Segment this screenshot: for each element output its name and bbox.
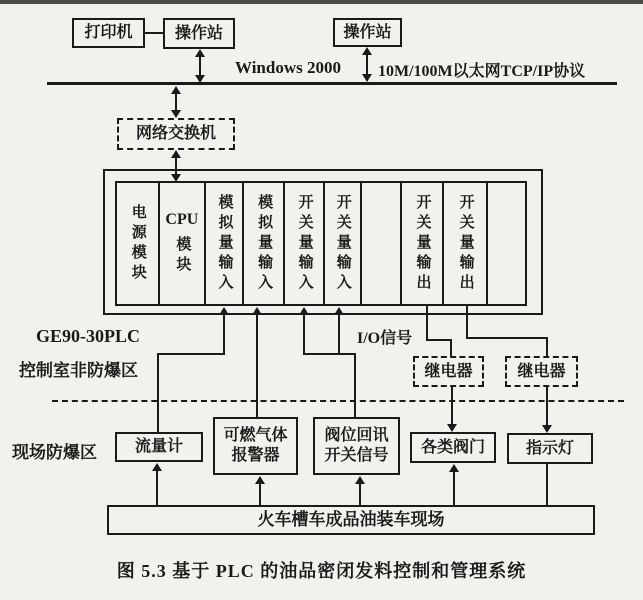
indicator-light-box	[507, 433, 593, 464]
relay-1-label: 继电器	[424, 362, 473, 380]
printer-box	[72, 18, 145, 48]
flow-meter-label: 流量计	[134, 438, 183, 455]
control-room-zone-label: 控制室非防爆区	[19, 361, 138, 380]
bus-switch-line	[175, 93, 177, 111]
gas-alarm-label-line2: 报警器	[231, 447, 280, 464]
gas-alarm-label-line1: 可燃气体	[223, 427, 288, 444]
arrow-down-icon	[362, 74, 372, 82]
plc-slot-empty-2	[488, 183, 525, 304]
plc-slot-digital-output-1	[402, 183, 444, 304]
loading-site-box	[107, 505, 595, 535]
output2-relay2-line	[466, 337, 548, 339]
plc-slot-digital-output-2	[444, 183, 489, 304]
operator-station-1-box	[163, 18, 235, 49]
operator-station-1-label: 操作站	[174, 24, 223, 42]
plc-slot-empty-1	[362, 183, 403, 304]
plc-slot-power-label: 电源模块	[129, 203, 146, 284]
operator-station-2-label: 操作站	[343, 23, 392, 41]
os-label: Windows 2000	[235, 58, 341, 77]
arrow-up-icon	[252, 307, 262, 315]
loading-site-label: 火车槽车成品油装车现场	[257, 510, 445, 530]
network-protocol-label: 10M/100M以太网TCP/IP协议	[378, 63, 586, 80]
valve-feedback-signal-line	[303, 353, 356, 355]
valves-box	[410, 432, 496, 463]
field-zone-label: 现场防爆区	[12, 443, 97, 462]
site-valve-feedback-line	[359, 484, 361, 505]
arrow-up-icon	[219, 307, 229, 315]
output1-relay1-line	[426, 339, 452, 341]
flow-meter-box	[115, 432, 203, 462]
explosion-zone-boundary-line	[52, 400, 624, 402]
plc-slot-digital-output-1-label: 开关量输出	[414, 193, 431, 294]
plc-slot-power	[117, 183, 160, 304]
valve-feedback-signal-line	[338, 315, 340, 355]
arrow-down-icon	[195, 75, 205, 83]
op2-bus-line	[366, 54, 368, 75]
plc-slot-digital-output-2-label: 开关量输出	[457, 193, 474, 294]
valve-feedback-signal-line	[303, 315, 305, 355]
flowmeter-signal-line	[157, 353, 159, 432]
arrow-up-icon	[152, 463, 162, 471]
plc-slot-analog-input-2-label: 模拟量输入	[256, 193, 273, 294]
site-flowmeter-line	[156, 471, 158, 505]
valve-feedback-label-line2: 开关信号	[324, 447, 389, 464]
op1-bus-line	[199, 56, 201, 77]
indicator-light-label: 指示灯	[525, 439, 574, 457]
operator-station-2-box	[333, 18, 402, 47]
arrow-up-icon	[334, 307, 344, 315]
arrow-up-icon	[255, 476, 265, 484]
plc-slot-cpu-label: 模块	[174, 236, 191, 276]
network-switch-box	[117, 118, 235, 150]
output2-relay2-line	[466, 306, 468, 339]
valve-feedback-box	[313, 417, 400, 475]
relay2-indicator-line	[546, 387, 548, 425]
scan-edge-artifact	[0, 0, 643, 4]
output1-relay1-line	[450, 339, 452, 356]
flowmeter-signal-line	[157, 353, 225, 355]
arrow-down-icon	[171, 110, 181, 118]
arrow-up-icon	[299, 307, 309, 315]
output1-relay1-line	[426, 306, 428, 341]
relay-1-box	[413, 356, 484, 387]
relay1-valves-line	[451, 387, 453, 424]
arrow-up-icon	[449, 464, 459, 472]
gas-alarm-box	[213, 417, 298, 475]
plc-slot-digital-input-1-label: 开关量输入	[296, 193, 313, 294]
plc-slot-analog-input-1-label: 模拟量输入	[216, 193, 233, 294]
printer-link-line	[145, 32, 163, 34]
arrow-up-icon	[355, 476, 365, 484]
site-valves-line	[453, 472, 455, 505]
printer-label: 打印机	[84, 24, 133, 41]
plc-rack-inner-box	[115, 181, 527, 306]
plc-slot-cpu	[160, 183, 207, 304]
network-switch-label: 网络交换机	[135, 125, 216, 142]
plc-slot-analog-input-1	[206, 183, 244, 304]
indicator-site-line	[546, 464, 548, 505]
plc-name-label: GE90-30PLC	[36, 326, 141, 346]
valves-label: 各类阀门	[420, 438, 485, 456]
figure-caption: 图 5.3 基于 PLC 的油品密闭发料控制和管理系统	[116, 561, 527, 581]
output2-relay2-line	[546, 337, 548, 356]
ethernet-bus-line	[47, 82, 617, 85]
site-gas-alarm-line	[259, 484, 261, 505]
arrow-down-icon	[542, 425, 552, 433]
io-signal-label: I/O信号	[357, 330, 413, 347]
plc-slot-analog-input-2	[244, 183, 286, 304]
relay-2-label: 继电器	[517, 362, 566, 380]
flowmeter-signal-line	[223, 315, 225, 355]
plc-slot-cpu-label-top: CPU	[165, 211, 199, 228]
plc-slot-digital-input-2-label: 开关量输入	[334, 193, 351, 294]
arrow-down-icon	[447, 424, 457, 432]
valve-feedback-signal-line	[354, 353, 356, 417]
plc-slot-digital-input-2	[325, 183, 362, 304]
relay-2-box	[505, 356, 578, 387]
valve-feedback-label-line1: 阀位回讯	[324, 427, 389, 444]
plc-slot-digital-input-1	[285, 183, 325, 304]
